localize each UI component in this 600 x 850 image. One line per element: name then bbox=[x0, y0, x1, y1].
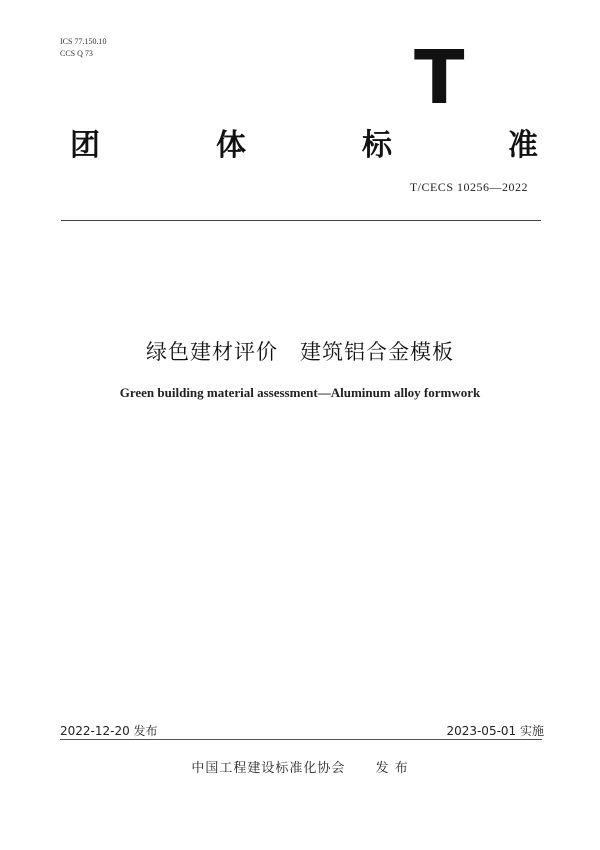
implement-date: 2023-05-01 实施 bbox=[446, 724, 544, 738]
publisher-line bbox=[0, 757, 600, 776]
publish-word: 发 布 bbox=[375, 761, 409, 776]
ccs-code: CCS Q 73 bbox=[60, 49, 93, 58]
classification-codes bbox=[60, 36, 106, 60]
category-char-4: 准 bbox=[508, 128, 538, 163]
category-char-3: 标 bbox=[362, 128, 392, 163]
ics-code: ICS 77.150.10 bbox=[60, 37, 107, 46]
footer-divider bbox=[60, 739, 542, 740]
standard-number: T/CECS 10256—2022 bbox=[409, 180, 528, 194]
standard-category-heading bbox=[70, 128, 538, 164]
category-char-1: 团 bbox=[70, 128, 100, 163]
chinese-title-part2: 建筑铝合金模板 bbox=[300, 340, 454, 364]
standard-type-letter: T bbox=[414, 35, 465, 121]
dates-row bbox=[60, 722, 544, 739]
english-title: Green building material assessment—Aluminum alloy formwork bbox=[119, 385, 481, 400]
issue-date: 2022-12-20 发布 bbox=[60, 724, 158, 738]
category-char-2: 体 bbox=[216, 128, 246, 163]
publisher-name: 中国工程建设标准化协会 bbox=[191, 761, 346, 776]
chinese-title bbox=[0, 336, 600, 366]
chinese-title-part1: 绿色建材评价 bbox=[146, 340, 278, 364]
header-divider bbox=[61, 220, 541, 221]
